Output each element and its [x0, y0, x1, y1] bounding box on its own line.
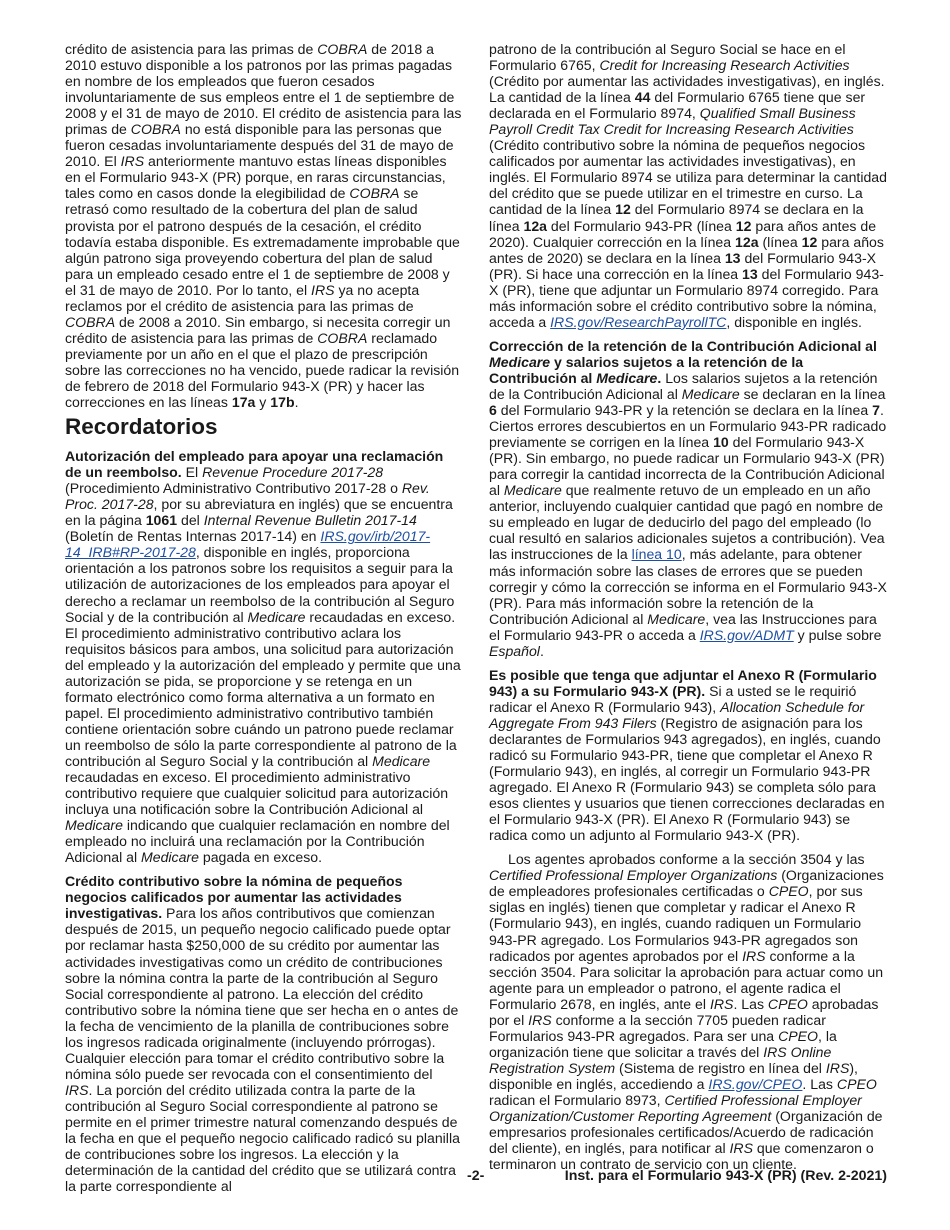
- italic-term: Certified Professional Employer Organizations: [489, 867, 778, 884]
- bold-term: y salarios sujetos a la retención de la Contribución al: [489, 353, 804, 386]
- italic-term: Certified Professional Employer Organization/Customer Reporting Agreement: [489, 1092, 862, 1125]
- italic-term: Qualified Small Business Payroll Credit Tax Credit for Increasing Research Activities: [489, 105, 856, 138]
- employee-consent-paragraph: Autorización del empleado para apoyar una reclamación de un reembolso. El Revenue Procedure 2017-28 (Procedimiento Administrativo Contributivo 2017-28 o Rev. Proc. 2017-28, por su abreviatura en inglés) que se encuentra en la página 1061 del Internal Revenue Bulletin 2017-14 (Boletín de Rentas Internas 2017-14) en IRS.gov/irb/2017-14_IRB#RP-2017-28, disponible en inglés, proporciona orientación a los patronos sobre los requisitos a seguir para la utilización de autorizaciones de los empleados para apoyar el derecho a reclamar un reembolso de la contribución al Seguro Social y de la contribución al Medicare recaudadas en exceso. El procedimiento administrativo contributivo aclara los requisitos básicos para ambos, una solicitud para autorización del empleado y la autorización del empleado y permite que una autorización se pida, se proporcione y se retenga en un formato electrónico como forma alternativa a un formato en papel. El procedimiento administrativo contributivo también contiene orientación sobre cuándo un patrono puede reclamar un reembolso de sólo la parte correspondiente al patrono de la contribución al Seguro Social y la contribución al Medicare recaudadas en exceso. El procedimiento administrativo contributivo requiere que cualquier solicitud para autorización incluya una notificación sobre la Contribución Adicional al Medicare indicando que cualquier reclamación en nombre del empleado no incluirá una reclamación por la Contribución Adicional al Medicare pagada en exceso.: [65, 448, 461, 866]
- bold-term: .: [657, 369, 662, 386]
- italic-term: COBRA: [349, 185, 400, 202]
- italic-term: Medicare: [372, 752, 431, 769]
- bold-term: 12: [615, 201, 631, 218]
- italic-term: Medicare: [503, 482, 562, 499]
- italic-term: IRS: [825, 1059, 850, 1076]
- payroll-credit-continued-paragraph: patrono de la contribución al Seguro Social se hace en el Formulario 6765, Credit for Increasing Research Activities (Crédito por aumentar las actividades investigativas), en inglés. La cantidad de la línea 44 del Formulario 6765 tiene que ser declarada en el Formulario 8974, Qualified Small Business Payroll Credit Tax Credit for Increasing Research Activities (Crédito contributivo sobre la nómina de pequeños negocios calificados por aumentar las actividades investigativas), en inglés. El Formulario 8974 se utiliza para determinar la cantidad del crédito que se puede utilizar en el trimestre en curso. La cantidad de la línea 12 del Formulario 8974 se declara en la línea 12a del Formulario 943-PR (línea 12 para años antes de 2020). Cualquier corrección en la línea 12a (línea 12 para años antes de 2020) se declara en la línea 13 del Formulario 943-X (PR). Si hace una corrección en la línea 13 del Formulario 943-X (PR), tiene que adjuntar un Formulario 8974 corregido. Para más información sobre el crédito contributivo sobre la nómina, acceda a IRS.gov/ResearchPayrollTC, disponible en inglés.: [489, 41, 887, 330]
- italic-term: Medicare: [247, 608, 306, 625]
- italic-term: CPEO: [767, 995, 808, 1012]
- italic-term: IRS: [729, 1140, 754, 1157]
- left-column: [65, 41, 463, 1194]
- bold-term: 12a: [735, 233, 759, 250]
- schedule-r-paragraph: Es posible que tenga que adjuntar el Anexo R (Formulario 943) a su Formulario 943-X (PR). Si a usted se le requirió radicar el Anexo R (Formulario 943), Allocation Schedule for Aggregate From 943 Filers (Registro de asignación para los declarantes de Formularios 943 agregados), en inglés, cuando radicó su Formulario 943-PR, tiene que completar el Anexo R (Formulario 943), en inglés, al corregir un Formulario 943-PR agregado. El Anexo R (Formulario 943) se completa sólo para esos clientes y usuarios que tienen correcciones declaradas en el Formulario 943-X (PR). El Anexo R (Formulario 943) se radica como un adjunto al Formulario 943-X (PR).: [489, 666, 885, 844]
- bold-term: 7: [872, 402, 880, 419]
- italic-term: Medicare: [141, 849, 199, 866]
- bold-term: Corrección de la retención de la Contribución Adicional al: [489, 337, 877, 354]
- italic-term: Allocation Schedule for Aggregate From 943 Filers: [489, 698, 865, 731]
- italic-term: Credit for Increasing Research Activities: [599, 57, 850, 74]
- bold-term: 13: [742, 265, 758, 282]
- italic-term: IRS: [528, 1011, 552, 1028]
- bold-term: Crédito contributivo sobre la nómina de pequeños negocios calificados por aumentar las actividades investigativas.: [65, 873, 403, 922]
- bold-term: Es posible que tenga que adjuntar el Anexo R (Formulario 943) a su Formulario 943-X (PR).: [489, 666, 877, 699]
- bold-term: 1061: [145, 512, 178, 529]
- italic-term: IRS: [120, 153, 145, 170]
- italic-term: IRS Online Registration System: [489, 1043, 832, 1076]
- italic-term: IRS: [742, 947, 766, 964]
- bold-term: 12: [801, 233, 818, 250]
- additional-medicare-paragraph: Corrección de la retención de la Contribución Adicional al Medicare y salarios sujetos a la retención de la Contribución al Medicare. Los salarios sujetos a la retención de la Contribución Adicional al Medicare se declaran en la línea 6 del Formulario 943-PR y la retención se declara en la línea 7. Ciertos errores descubiertos en un Formulario 943-PR radicado previamente se corrigen en la línea 10 del Formulario 943-X (PR). Sin embargo, no puede radicar un Formulario 943-X (PR) para corregir la cantidad incorrecta de la Contribución Adicional al Medicare que realmente retuvo de un empleado en un año anterior, incluyendo cualquier cantidad que pagó en nombre de su empleado en lugar de deducirlo del pago del empleado (lo cual resultó en salarios adicionales sujetos a contribución). Vea las instrucciones de la línea 10, más adelante, para obtener más información sobre las clases de errores que se pueden corregir y cómo la corrección se informa en el Formulario 943-X (PR). Para más información sobre la retención de la Contribución Adicional al Medicare, vea las Instrucciones para el Formulario 943-PR o acceda a IRS.gov/ADMT y pulse sobre Español.: [489, 337, 887, 659]
- italic-term: CPEO: [778, 1027, 819, 1044]
- italic-term: Internal Revenue Bulletin 2017-14: [203, 512, 417, 529]
- bold-term: 10: [713, 434, 729, 451]
- reference-link[interactable]: IRS.gov/ADMT: [699, 626, 794, 643]
- section-heading-recordatorios: Recordatorios: [65, 414, 218, 440]
- agents-cpeo-paragraph: Los agentes aprobados conforme a la sección 3504 y las Certified Professional Employer Organizations (Organizaciones de empleadores profesionales certificadas o CPEO, por sus siglas en inglés) tienen que completar y radicar el Anexo R (Formulario 943), en inglés, cuando radiquen un Formulario 943-PR agregado. Los Formularios 943-PR agregados son radicados por agentes aprobados por el IRS conforme a la sección 3504. Para solicitar la aprobación para actuar como un agente para un empleador o patrono, el agente radica el Formulario 2678, en inglés, ante el IRS. Las CPEO aprobadas por el IRS conforme a la sección 7705 pueden radicar Formularios 943-PR agregados. Para ser una CPEO, la organización tiene que solicitar a través del IRS Online Registration System (Sistema de registro en línea del IRS), disponible en inglés, accediendo a IRS.gov/CPEO. Las CPEO radican el Formulario 8973, Certified Professional Employer Organization/Customer Reporting Agreement (Organización de empresarios profesionales certificados/Acuerdo de radicación del cliente), en inglés, para notificar al IRS que comenzaron o terminaron un contrato de servicio con un cliente.: [489, 851, 884, 1173]
- payroll-credit-paragraph: Crédito contributivo sobre la nómina de pequeños negocios calificados por aumentar las actividades investigativas. Para los años contributivos que comienzan después de 2015, un pequeño negocio calificado puede optar por reclamar hasta $250,000 de su crédito por aumentar las actividades investigativas como un crédito de contribuciones sobre la nómina contra la parte de la contribución al Seguro Social correspondiente al patrono. La elección del crédito contributivo sobre la nómina tiene que ser hecha en o antes de la fecha de vencimiento de la planilla de contribuciones sobre los ingresos radicada originalmente (incluyendo prórrogas). Cualquier elección para tomar el crédito contributivo sobre la nómina sólo puede ser revocada con el consentimiento del IRS. La porción del crédito utilizada contra la parte de la contribución al Seguro Social correspondiente al patrono se permite en el primer trimestre natural comenzando después de la fecha en que el pequeño negocio calificado radicó su planilla de contribuciones sobre los ingresos. La elección y la determinación de la cantidad del crédito que se utilizará contra la parte correspondiente al: [65, 873, 460, 1195]
- italic-term: COBRA: [65, 313, 116, 330]
- reference-link[interactable]: IRS.gov/ResearchPayrollTC: [550, 313, 727, 330]
- bold-term: 12: [735, 217, 752, 234]
- italic-term: Medicare: [65, 817, 123, 834]
- bold-term: 6: [489, 402, 497, 419]
- italic-term: Español: [489, 642, 540, 659]
- italic-term: IRS: [709, 995, 734, 1012]
- italic-term: COBRA: [130, 121, 181, 138]
- footer-title: Inst. para el Formulario 943-X (PR) (Rev. 2-2021): [564, 1168, 887, 1184]
- bold-italic-term: Medicare: [596, 369, 658, 386]
- italic-term: CPEO: [768, 883, 809, 900]
- page-footer: [65, 1168, 887, 1188]
- italic-term: CPEO: [836, 1075, 877, 1092]
- bold-italic-term: Medicare: [489, 353, 551, 370]
- italic-term: Revenue Procedure 2017-28: [202, 464, 384, 481]
- italic-term: COBRA: [317, 329, 368, 346]
- bold-term: 13: [724, 249, 741, 266]
- bold-term: 12a: [523, 217, 547, 234]
- bold-term: 17a: [231, 394, 256, 411]
- italic-term: Medicare: [647, 610, 706, 627]
- bold-term: Autorización del empleado para apoyar una reclamación de un reembolso.: [65, 448, 444, 481]
- italic-term: COBRA: [317, 41, 368, 57]
- italic-term: Medicare: [681, 385, 740, 402]
- internal-reference-link[interactable]: línea 10: [631, 546, 682, 563]
- cobra-paragraph: crédito de asistencia para las primas de COBRA de 2018 a 2010 estuvo disponible a los patronos por las primas pagadas en nombre de los empleados que fueron cesados involuntariamente de sus empleos entre el 1 de septiembre de 2008 y el 31 de mayo de 2010. El crédito de asistencia para las primas de COBRA no está disponible para las personas que fueron cesadas involuntariamente después del 31 de mayo de 2010. El IRS anteriormente mantuvo estas líneas disponibles en el Formulario 943-X (PR) porque, en raras circunstancias, tales como en casos donde la elegibilidad de COBRA se retrasó como resultado de la cobertura del plan de salud provista por el patrono después de la cesación, el crédito todavía estaba disponible. Es extremadamente improbable que algún patrono siga proveyendo cobertura del plan de salud para un empleado cesado entre el 1 de septiembre de 2008 y el 31 de mayo de 2010. Por lo tanto, el IRS ya no acepta reclamos por el crédito de asistencia para las primas de COBRA de 2008 a 2010. Sin embargo, si necesita corregir un crédito de asistencia para las primas de COBRA reclamado previamente por un año en el que el plazo de prescripción sobre las correcciones no ha vencido, puede radicar la revisión de febrero de 2018 del Formulario 943-X (PR) y hacer las correcciones en las líneas 17a y 17b.: [65, 41, 462, 411]
- italic-term: Rev. Proc. 2017-28: [65, 480, 430, 513]
- reference-link[interactable]: IRS.gov/CPEO: [708, 1075, 803, 1092]
- bold-term: 17b: [270, 394, 295, 411]
- right-column: [489, 41, 887, 1172]
- bold-term: 44: [634, 89, 651, 106]
- reference-link[interactable]: IRS.gov/irb/2017-14_IRB#RP-2017-28: [65, 528, 431, 561]
- page-number: -2-: [467, 1168, 485, 1184]
- italic-term: IRS: [65, 1081, 89, 1098]
- italic-term: IRS: [311, 281, 335, 298]
